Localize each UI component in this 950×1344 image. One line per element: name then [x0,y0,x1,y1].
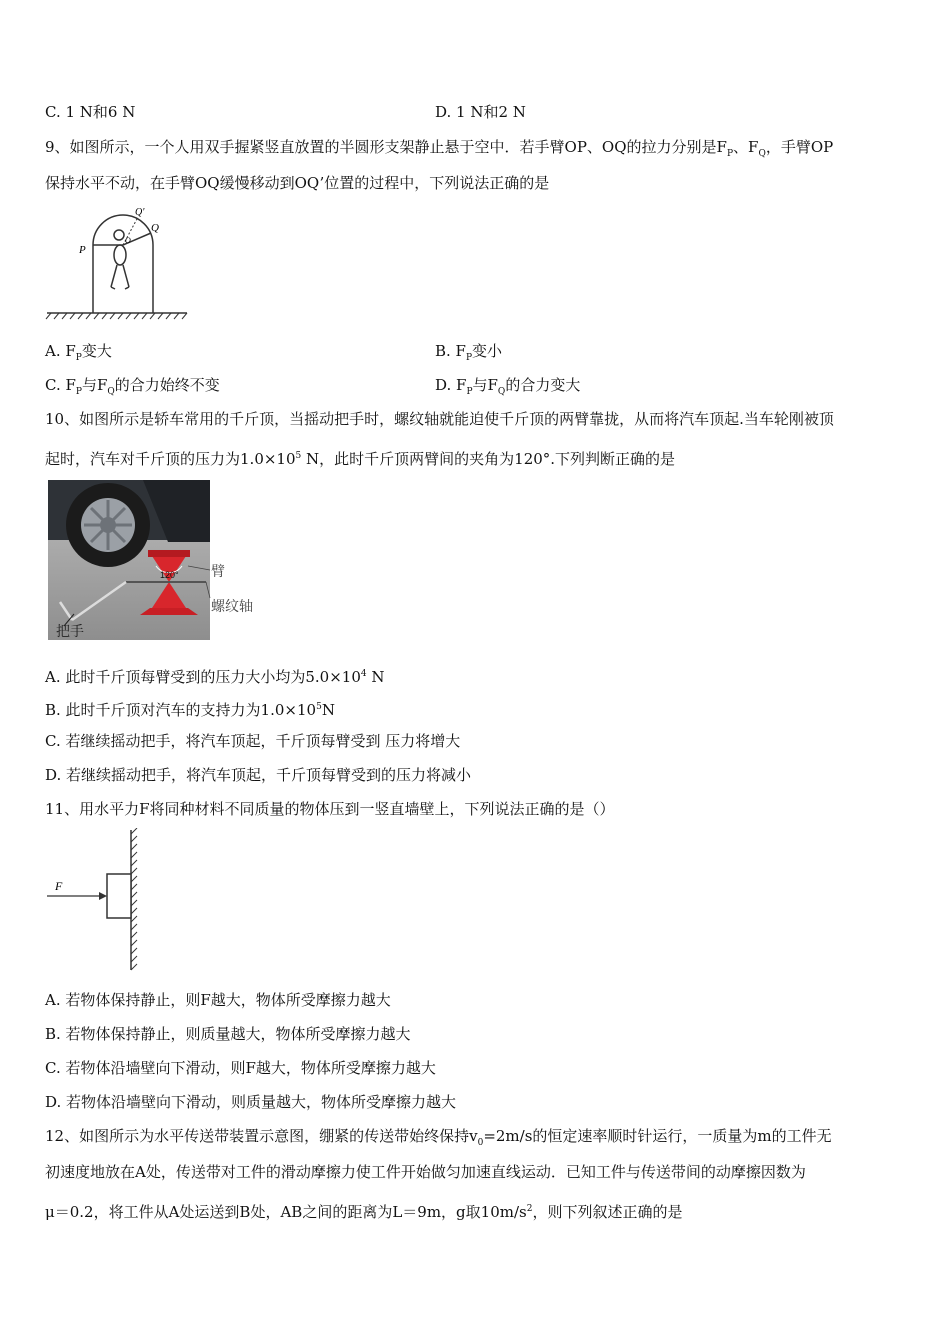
q10-stem-line2: 起时，汽车对千斤顶的压力为$1.0\times 10^5$ N，此时千斤顶两臂间的夹角为120°.下列判断正确的是 [45,450,676,468]
q11-option-b: B. 若物体保持静止，则质量越大，物体所受摩擦力越大 [45,1025,411,1043]
q9-figure-hanging-person [45,205,195,320]
q10-label-angle: 120° [160,570,179,580]
q10-stem-line1: 10、如图所示是轿车常用的千斤顶，当摇动把手时，螺纹轴就能迫使千斤顶的两臂靠拢，从而将汽车顶起.当车轮刚被顶 [45,410,834,428]
q10-label-arm: 臂 [211,564,225,580]
q8-option-c: C. 1 N和6 N [45,103,136,121]
q11-stem: 11、用水平力F将同种材料不同质量的物体压到一竖直墙壁上，下列说法正确的是（） [45,800,615,818]
q8-option-d: D. 1 N和2 N [435,103,526,121]
q10-figure-car-jack [48,480,263,640]
q12-stem-line2: 初速度地放在A处，传送带对工件的滑动摩擦力使工件开始做匀加速直线运动．已知工件与传送带间的动摩擦因数为 [45,1163,806,1181]
q9-option-c: C. $F_P$与$F_Q$的合力始终不变 [45,376,220,397]
q10-option-d: D. 若继续摇动把手，将汽车顶起，千斤顶每臂受到的压力将减小 [45,766,472,784]
q11-option-a: A. 若物体保持静止，则F越大，物体所受摩擦力越大 [45,991,391,1009]
q10-label-handle: 把手 [56,624,84,640]
q11-option-d: D. 若物体沿墙壁向下滑动，则质量越大，物体所受摩擦力越大 [45,1093,457,1111]
q10-option-c: C. 若继续摇动把手，将汽车顶起，千斤顶每臂受到 压力将增大 [45,732,461,750]
q9-label-p: P [79,244,86,256]
q11-option-c: C. 若物体沿墙壁向下滑动，则F越大，物体所受摩擦力越大 [45,1059,436,1077]
q9-label-o: O [125,236,131,245]
q9-option-a: A. $F_P$变大 [45,342,112,363]
q9-option-d: D. $F_P$与$F_Q$的合力变大 [435,376,581,397]
q9-option-b: B. $F_P$变小 [435,342,503,363]
q10-label-screw: 螺纹轴 [211,599,253,615]
q10-option-a: A. 此时千斤顶每臂受到的压力大小均为$5.0\times 10^4$ N [45,668,385,686]
q11-label-f: F [55,879,63,893]
q12-stem-line1: 12、如图所示为水平传送带装置示意图，绷紧的传送带始终保持$v_0=2m/s$的恒定速率顺时针运行，一质量为m的工件无 [45,1127,832,1148]
q10-option-b: B. 此时千斤顶对汽车的支持力为$1.0\times 10^5N$ [45,701,335,719]
q9-label-q-prime: Q' [135,207,145,218]
q9-stem-line2: 保持水平不动，在手臂OQ缓慢移动到OQ’位置的过程中，下列说法正确的是 [45,174,550,192]
q12-stem-line3: μ＝0.2，将工件从A处运送到B处，AB之间的距离为L＝9m，g取$10m/s^2$，则下列叙述正确的是 [45,1203,683,1221]
q9-label-q: Q [151,222,159,234]
q9-stem-line1: 9、如图所示，一个人用双手握紧竖直放置的半圆形支架静止悬于空中．若手臂OP、OQ的拉力分别是$F_P$、$F_Q$，手臂OP [45,138,834,159]
q11-figure-block-on-wall [45,828,145,973]
